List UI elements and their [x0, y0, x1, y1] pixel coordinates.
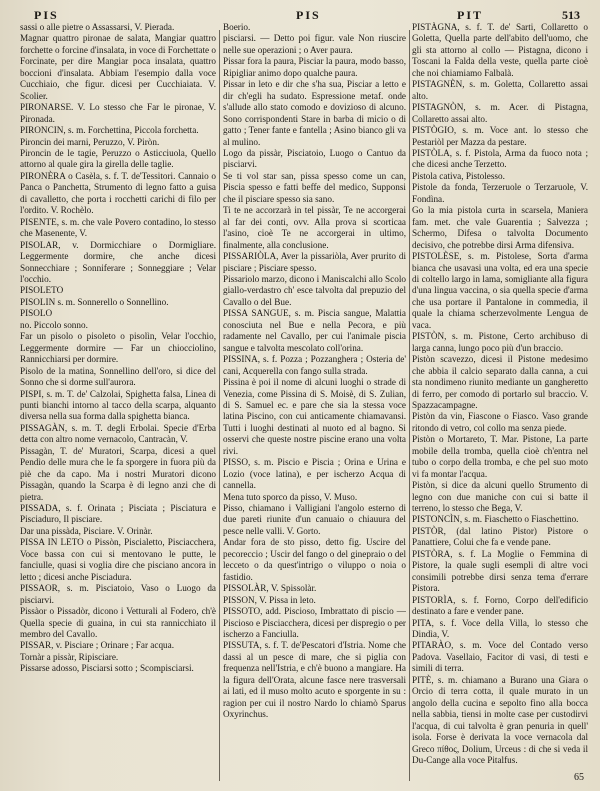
entry-paragraph: PISTAGNÒN, s. m. Acer. di Pistagna, Collaretto assai alto.	[412, 102, 588, 124]
entry-paragraph: PISOLETO	[20, 285, 64, 296]
entry-paragraph: sassi o alle pietre o Assassarsi, V. Pierada.	[20, 22, 175, 32]
column-divider-left	[219, 30, 220, 781]
entry-paragraph: PITÈ, s. m. chiamano a Burano una Giara o Orcio di terra cotta, il quale murato in un angolo della cucina e sepolto fino alla bocca nella sabbia, tiensi in molte case per custodirvi l'acqua, di cui talvolta è gran penuria in quell' isola. Forse è derivata la voce vernacola dal Greco πίθος, Dolium, Urceus : di che si veda il Du-Cange alla voce Pitalfus.	[412, 674, 588, 765]
entry-paragraph: Pistola cativa, Pistolesso.	[412, 170, 505, 181]
entry-paragraph: PISSON, V. Pissa in leto.	[223, 594, 316, 605]
entry-paragraph: Pistòn, si dice da alcuni quello Strumento di legno con due maniche con cui si batte il terreno, lo stesso che Bega, V.	[412, 480, 588, 514]
entry-paragraph: pisciarsi. — Detto poi figur. vale Non riuscire nelle sue operazioni ; o Aver paura.	[223, 33, 406, 55]
entry-paragraph: PISSAOR, s. m. Pisciatoio, Vaso o Luogo da pisciarvi.	[20, 583, 216, 605]
entry-paragraph: PISOLIN s. m. Sonnerello o Sonnellino.	[20, 296, 169, 307]
entry-paragraph: Mena tuto sporco da pisso, V. Muso.	[223, 491, 358, 502]
entry-paragraph: PITA, s. f. Voce della Villa, lo stesso che Dindìa, V.	[412, 617, 588, 640]
entry-paragraph: Ti te ne accorzarà in tel pissàr, Te ne accorgerai al far dei conti, ovv. Alla prova si scorticaa l'asino, cioè Te ne accorgerai in ultimo, finalmente, alla conclusione.	[223, 205, 406, 250]
signature-mark: 65	[574, 772, 584, 783]
entry-paragraph: PISSA IN LETO o Pissòn, Piscialetto, Pisciacchera, Voce bassa con cui si mentovano le putte, le fanciulle, quasi si voglia dire che pisciano ancora in letto ; dicesi anche Pisciadura.	[20, 537, 216, 582]
entry-paragraph: PISSO, s. m. Piscio e Piscia ; Orina e Urina e Lozio (voce latina), e per ischerzo Acqua di cannella.	[223, 457, 406, 491]
header-left-guide-word: PIS	[34, 8, 59, 22]
entry-paragraph: PISTONCÌN, s. m. Fiaschetto o Fiaschettino.	[412, 514, 579, 525]
entry-paragraph: PISPI, s. m. T. de' Calzolai, Spighetta falsa, Linea di punti bianchi intorno al tacco della scarpa, alquanto diversa nella sua forma dalla spighetta bianca.	[20, 388, 216, 422]
header-center-guide-word: PIS	[296, 8, 321, 22]
entry-paragraph: PISTÒN, s. m. Pistone, Certo archibuso di larga canna, lungo poco più d'un braccio.	[412, 331, 588, 353]
entry-paragraph: Pistòn o Mortareto, T. Mar. Pistone, La parte mobile della tromba, quella cioè ch'entra nel tubo o corpo della tromba, e che pel suo moto vi fa montar l'acqua.	[412, 434, 588, 479]
entry-paragraph: PISENTE, s. m. che vale Povero contadino, lo stesso che Masenente, V.	[20, 216, 216, 239]
entry-paragraph: PISTÒR, (dal latino Pistor) Pistore o Panattiere, Colui che fa e vende pane.	[412, 525, 588, 548]
entry-paragraph: Go la mia pistola curta in scarsela, Maniera fam. met. che vale Guarentia ; Salvezza ; Schermo, Difesa o talvolta Documento decisivo, che potrebbe dirsi Arma difensiva.	[412, 205, 588, 250]
column-divider-right	[409, 30, 410, 781]
entry-paragraph: PISSUTA, s. f. T. de'Pescatori d'Istria. Nome che dassi al un pesce di mare, che si piglia con frequenza nell'Istria, e ch'è buono a mangiare. Ha la figura dell'Orata, alcune fasce nere trasversali ai lati, ed il muso molto acuto e sporgente in su : ragion per cui il nostro Nardo lo chiamò Sparus Oxyrinchus.	[223, 640, 406, 720]
entry-paragraph: Pissarse adosso, Pisciarsi sotto ; Scompisciarsi.	[20, 663, 194, 674]
entry-paragraph: PIRONÈRA o Casèla, s. f. T. de'Tessitori. Cannaio o Panca o Panchetta, Strumento di legno fatto a guisa di cavalletto, che porta i rocchetti carichi di filo per l'ordito. V. Rochèlo.	[20, 170, 216, 216]
entry-paragraph: PISSAR, v. Pisciare ; Orinare ; Far acqua.	[20, 640, 175, 651]
entry-paragraph: Pistòn scavezzo, dicesi il Pistone medesimo che abbia il calcio separato dalla canna, a cui sta nondimeno riunito mediante un gangheretto di ferro, per comodo di portarlo sul braccio. V. Spazzacampagne.	[412, 354, 588, 410]
entry-paragraph: PISTÒRA, s. f. La Moglie o Femmina di Pistore, la quale sugli esempli di altre voci consimili potrebbe dirsi senza tema d'errare Pistora.	[412, 548, 588, 594]
entry-paragraph: PISSOLÀR, V. Spissolàr.	[223, 583, 317, 594]
entry-paragraph: PISTOLÈSE, s. m. Pistolese, Sorta d'arma bianca che usavasi una volta, ed era una specie di coltello largo in lama, somigliante alla figura d'una lingua vaccina, o sia quella specie d'arma che usa portare il Pantalone in commedia, il quale la chiama scherzevolmente Lengua de vaca.	[412, 251, 588, 330]
entry-paragraph: Magnar quattro pironae de salata, Mangiar quattro forchette o forcine d'insalata, in voce di Forchettate o Forcinate, per dire Mangiar poca insalata, quattro boccioni d'insalata. Abbiam l'esempio dalla voce Cucchiaio, che figur. dicesi per Cucchiaiata. V. Scolier.	[20, 33, 216, 101]
entry-paragraph: PIRONARSE. V. Lo stesso che Far le pironae, V. Pironada.	[20, 102, 216, 124]
entry-paragraph: PISTAGNÈN, s. m. Goletta, Collaretto assai alto.	[412, 79, 588, 101]
entry-paragraph: no. Piccolo sonno.	[20, 319, 88, 330]
entry-paragraph: PITARÀO, s. m. Voce del Contado verso Padova. Vasellaio, Facitor di vasi, di testi e simili di terra.	[412, 640, 588, 674]
entry-paragraph: Pisso, chiamano i Valligiani l'angolo esterno di due pareti riunite d'un canuaio o chiauura del pesce nelle valli. V. Gorto.	[223, 503, 406, 536]
entry-paragraph: Pissàor o Pissadòr, dicono i Vetturali al Fodero, ch'è Quella specie di guaina, in cui sta rannicchiato il membro del Cavallo.	[20, 606, 216, 640]
entry-paragraph: PISTÀGNA, s. f. T. de' Sarti, Collaretto o Goletta, Quella parte dell'abito dell'uomo, che gli sta attorno al collo — Pistagna, dicono i Toscani la Falda della veste, quella parte cioè che noi chiamiamo Falbalà.	[412, 22, 588, 78]
entry-paragraph: Logo da pissàr, Pisciatoio, Luogo o Cantuo da pisciarvi.	[223, 147, 406, 170]
entry-paragraph: Tornàr a pissàr, Ripisciare.	[20, 651, 119, 662]
entry-paragraph: PIRONCIN, s. m. Forchettina, Piccola forchetta.	[20, 125, 199, 136]
entry-paragraph: Pironcin de le tagie, Peruzzo o Asticciuola, Quello attorno al quale gira la girella delle taglie.	[20, 147, 216, 170]
entry-paragraph: PISSINA, s. f. Pozza ; Pozzanghera ; Osteria de' cani, Acquerella con fango sulla strada.	[223, 354, 406, 376]
entry-paragraph: Pissar in leto e dir che s'ha sua, Pisciar a letto e dir ch'egli ha sudato. Espressione metaf. onde s'allude allo stato comodo e dovizioso di alcuno. Sono corrispondenti Stare in barba di micio o di gatto ; Tener fante e fantella ; Asino bianco gli va al mulino.	[223, 79, 406, 147]
entry-paragraph: Dar una pissàda, Pisciare. V. Orinàr.	[20, 525, 153, 536]
entry-paragraph: PISSAGÀN, s. m. T. degli Erbolai. Specie d'Erba detta con altro nome vernacolo, Cantracàn, V.	[20, 422, 216, 445]
page-number: 513	[562, 8, 580, 22]
entry-paragraph: PISSA SANGUE, s. m. Piscia sangue, Malattia conosciuta nel Bue e nella Pecora, e più radamente nel Cavallo, per cui l'animale piscia sangue e talvolta mescolato coll'orina.	[223, 308, 406, 353]
entry-paragraph: PISTORÌA, s. f. Forno, Corpo dell'edificio destinato a fare e vender pane.	[412, 594, 588, 617]
column-3	[412, 22, 588, 783]
entry-paragraph: PISOLAR, v. Dormicchiare o Dormigliare. Leggermente dormire, che anche dicesi Sonnecchiare ; Sonniferare ; Sonneggiare ; Velar l'occhio.	[20, 239, 216, 284]
column-1	[20, 22, 216, 783]
entry-paragraph: PISSADA, s. f. Orinata ; Pisciata ; Pisciatura e Pisciaduro, Il pisciare.	[20, 503, 216, 525]
entry-paragraph: PISOLO	[20, 308, 53, 319]
column-2	[223, 22, 406, 783]
entry-paragraph: Far un pisolo o pisoleto o pisolìn, Velar l'occhio, Leggermente dormire — Far un chiocciolino, Rannicchiarsi per dormire.	[20, 331, 216, 365]
entry-paragraph: PISTÒLA, s. f. Pistola, Arma da fuoco nota ; che dicesi anche Terzetto.	[412, 147, 588, 170]
entry-paragraph: Pistòn da vin, Fiascone o Fiasco. Vaso grande ritondo di vetro, col collo ma senza piede.	[412, 411, 588, 433]
entry-paragraph: Pistole da fonda, Terzeruole o Terzaruole, V. Fondìna.	[412, 182, 588, 204]
entry-paragraph: PISSOTO, add. Piscioso, Imbrattato di piscio — Piscioso e Pisciacchera, dicesi per dispregio o per ischerzo a Fanciulla.	[223, 606, 406, 640]
entry-paragraph: Se ti vol star san, pissa spesso come un can, Piscia spesso e fatti beffe del medico, Supponsi che il pisciare spesso sia sano.	[223, 170, 406, 204]
entry-paragraph: Pissariolo marzo, dicono i Maniscalchi allo Scolo giallo-verdastro ch' esce talvolta dal prepuzio del Cavallo o del Bue.	[223, 273, 406, 307]
entry-paragraph: Pissar fora la paura, Pisciar la paura, modo basso, Ripigliar animo dopo qualche paura.	[223, 56, 406, 78]
entry-paragraph: Pissagàn, T. de' Muratori, Scarpa, dicesi a quel Pendìo delle mura che le fa sporgere in fuora più da piè che da capo. Ma i nostri Muratori dicono Pissagàn, quando la Scarpa è di legno anzi che di pietra.	[20, 445, 216, 502]
entry-paragraph: Andar fora de sto pisso, detto fig. Uscire del pecoreccio ; Uscir del fango o del ginepraio o del lecceto o da quest'intrigo o viluppo o noia o fastidio.	[223, 537, 406, 582]
entry-paragraph: Pisolo de la matina, Sonnellino dell'oro, si dice del Sonno che si dorme sull'aurora.	[20, 365, 216, 388]
entry-paragraph: Pironcin dei marni, Peruzzo, V. Piròn.	[20, 136, 160, 147]
entry-paragraph: Boerio.	[223, 22, 251, 32]
entry-paragraph: Pissina è poi il nome di alcuni luoghi o strade di Venezia, come Pissina di S. Moisè, di S. Zulian, di S. Samuel ec. e pare che sia la stessa voce latina Piscino, con cui anticamente chiamavansi. Tutti i luoghi destinati al nuoto ed al bagno. Si osservi che queste nostre piscine erano una volta rivi.	[223, 377, 406, 456]
entry-paragraph: PISTÒGIO, s. m. Voce ant. lo stesso che Pestariòl per Mazza da pestare.	[412, 125, 588, 147]
entry-paragraph: PISSARIÒLA, Aver la pissariòla, Aver prurito di pisciare ; Pisciare spesso.	[223, 251, 406, 273]
header-right-guide-word: PIT	[457, 8, 484, 22]
